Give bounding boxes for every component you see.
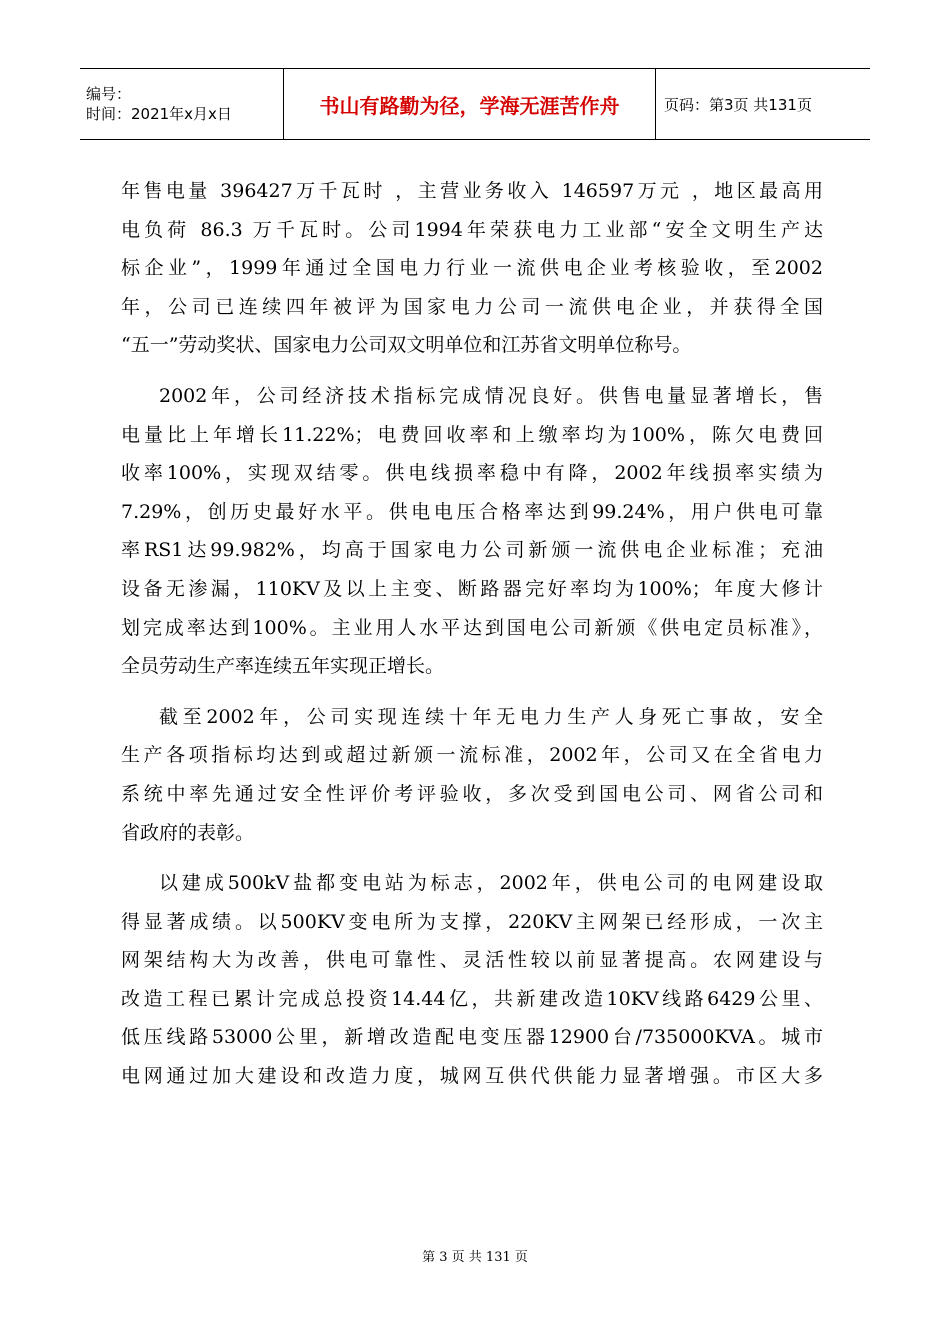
text-line: 年，公司已连续四年被评为国家电力公司一流供电企业，并获得全国 (121, 295, 823, 318)
text-line: 全员劳动生产率连续五年实现正增长。 (121, 655, 445, 678)
text-line: 电网通过加大建设和改造力度，城网互供代供能力显著增强。市区大多 (121, 1065, 823, 1088)
doc-code-label: 编号： (86, 85, 132, 103)
paragraph (121, 172, 823, 365)
text-line: 收率100%，实现双结零。供电线损率稳中有降，2002年线损率实绩为 (121, 462, 823, 485)
text-line: 生产各项指标均达到或超过新颁一流标准，2002年，公司又在全省电力 (121, 744, 823, 767)
text-line: 得显著成绩。以500KV变电所为支撑，220KV主网架已经形成，一次主 (121, 910, 823, 933)
header-motto (284, 69, 656, 139)
paragraph (121, 698, 823, 852)
text-line: 电负荷 86.3 万千瓦时。公司1994年荣获电力工业部“安全文明生产达 (121, 218, 823, 241)
page-footer (0, 1246, 950, 1265)
text-line: 以建成500kV盐都变电站为标志，2002年，供电公司的电网建设取 (159, 872, 823, 895)
text-line: 改造工程已累计完成总投资14.44亿，共新建改造10KV线路6429公里、 (121, 987, 823, 1010)
text-line: 省政府的表彰。 (121, 821, 255, 844)
page-info-text: 页码：第3页 共131页 (664, 95, 812, 114)
motto-text: 书山有路勤为径，学海无涯苦作舟 (319, 93, 620, 118)
document-body (121, 172, 823, 1108)
paragraph (121, 377, 823, 686)
text-line: 标企业”，1999年通过全国电力行业一流供电企业考核验收，至2002 (121, 257, 823, 280)
paragraph (121, 864, 823, 1096)
text-line: “五一”劳动奖状、国家电力公司双文明单位和江苏省文明单位称号。 (121, 334, 692, 357)
text-line: 截至2002年，公司实现连续十年无电力生产人身死亡事故，安全 (159, 705, 823, 728)
text-line: 低压线路53000公里，新增改造配电变压器12900台/735000KVA。城市 (121, 1026, 823, 1049)
doc-date-label: 时间：2021年x月x日 (86, 105, 232, 123)
page-number: 第 3 页 共 131 页 (422, 1250, 528, 1265)
page-header (80, 68, 870, 140)
text-line: 电量比上年增长11.22%；电费回收率和上缴率均为100%，陈欠电费回 (121, 423, 823, 446)
text-line: 年售电量 396427万千瓦时 ，主营业务收入 146597万元 ，地区最高用 (121, 180, 823, 202)
text-line: 率RS1达99.982%，均高于国家电力公司新颁一流供电企业标准；充油 (121, 539, 823, 562)
header-page-info (656, 69, 870, 139)
text-line: 网架结构大为改善，供电可靠性、灵活性较以前显著提高。农网建设与 (121, 949, 823, 972)
text-line: 7.29%，创历史最好水平。供电电压合格率达到99.24%，用户供电可靠 (121, 500, 823, 523)
text-line: 2002年，公司经济技术指标完成情况良好。供售电量显著增长，售 (159, 384, 823, 407)
text-line: 划完成率达到100%。主业用人水平达到国电公司新颁《供电定员标准》， (121, 616, 823, 639)
text-line: 设备无渗漏，110KV及以上主变、断路器完好率均为100%；年度大修计 (121, 577, 823, 600)
header-meta (80, 69, 284, 139)
text-line: 系统中率先通过安全性评价考评验收，多次受到国电公司、网省公司和 (121, 782, 823, 805)
